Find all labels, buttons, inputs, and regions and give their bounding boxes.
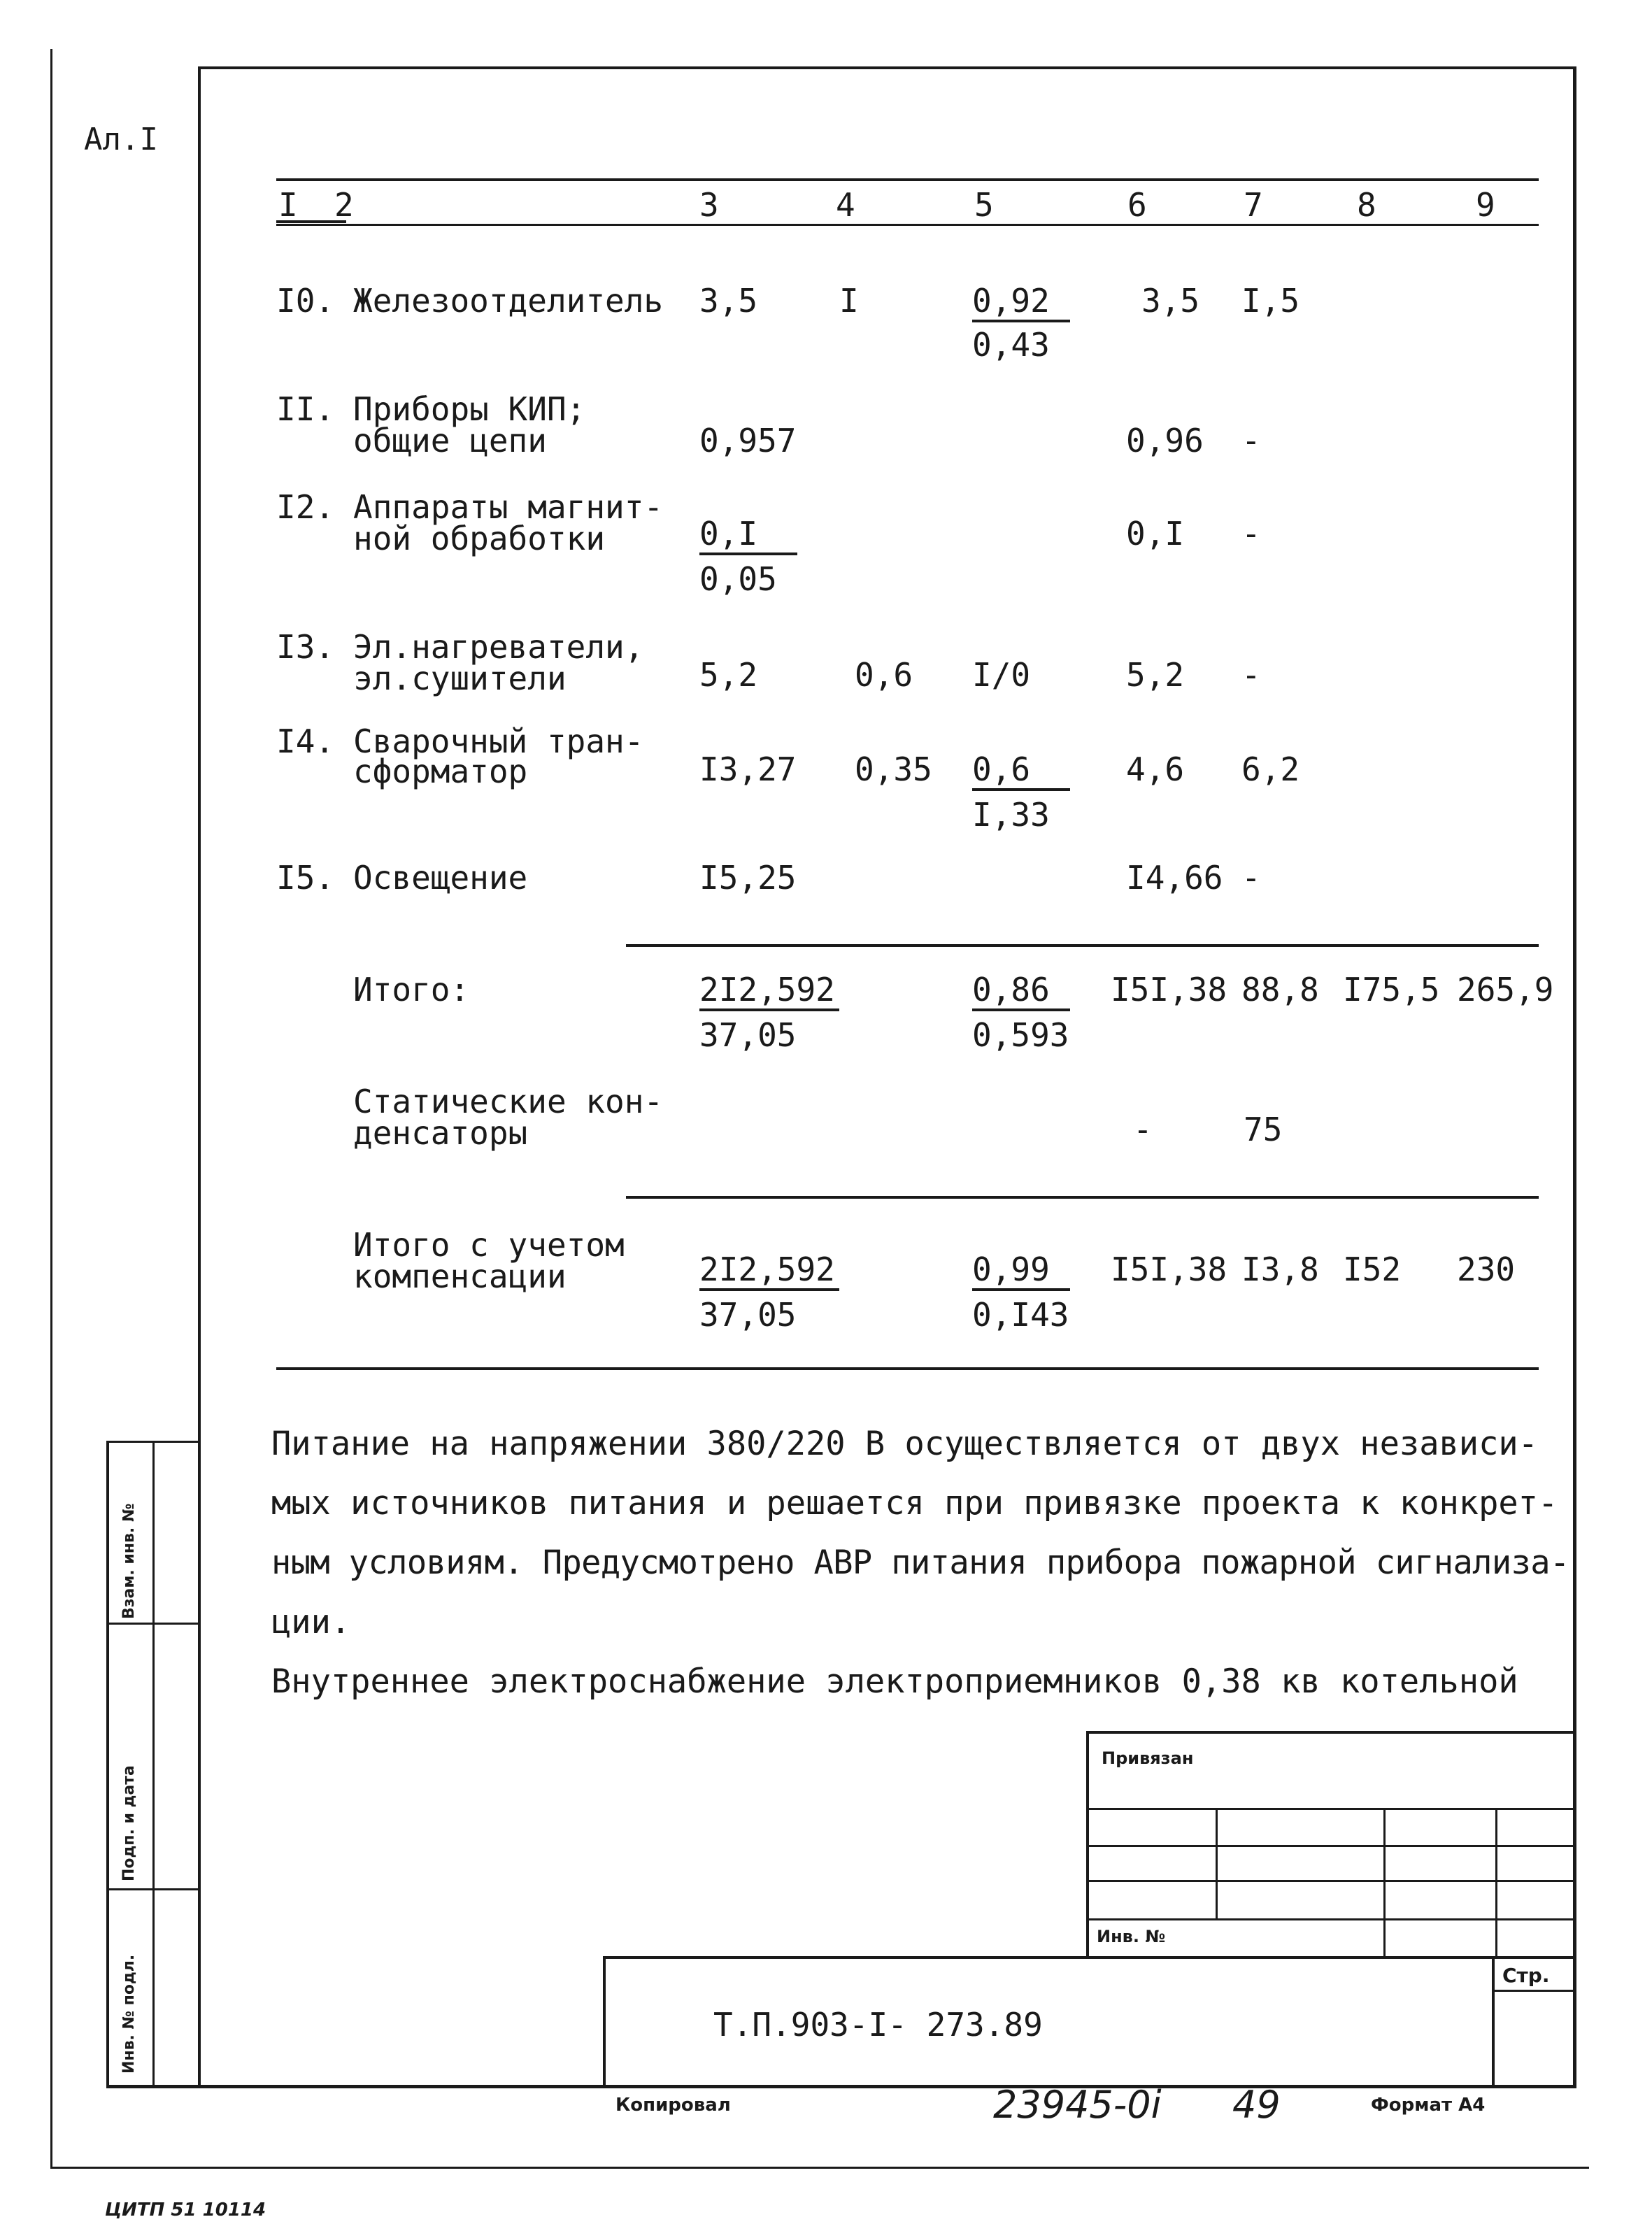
capacitors-col6: - (1133, 1111, 1153, 1148)
header-col-2: 2 (334, 186, 354, 224)
table-header-rule (276, 224, 1539, 226)
side-stamp-div2 (106, 1888, 199, 1890)
header-col-3: 3 (699, 186, 719, 224)
frame-top (198, 66, 1576, 69)
row-10-col5-denominator: 0,43 (972, 326, 1050, 364)
total-comp-col3-denominator: 37,05 (699, 1296, 797, 1334)
row-13-col5: I/0 (972, 656, 1031, 694)
stamp-grid-h1 (1086, 1808, 1576, 1810)
row-11-col6: 0,96 (1126, 422, 1204, 459)
row-14-name-line2: сформатор (353, 753, 528, 790)
header-col-1: I (278, 186, 298, 224)
row-11-name-line2: общие цепи (353, 422, 547, 459)
total-col3-denominator: 37,05 (699, 1016, 797, 1054)
footer-copied: Копировал (615, 2095, 731, 2116)
row-13-col4: 0,6 (855, 656, 913, 694)
row-12-col6: 0,I (1126, 515, 1185, 553)
row-14-col6: 4,6 (1126, 750, 1185, 788)
row-11-col7: - (1241, 422, 1261, 459)
total-rule (626, 944, 1539, 947)
total-col7: 88,8 (1241, 971, 1319, 1008)
stamp-main-left (603, 1956, 606, 2088)
stamp-doc-code: Т.П.903-I- 273.89 (713, 2006, 1043, 2044)
row-10-col7: I,5 (1241, 282, 1300, 320)
row-13-col3: 5,2 (699, 656, 758, 694)
total-col6: I5I,38 (1111, 971, 1227, 1008)
stamp-str-left (1492, 1956, 1495, 2088)
header-col-9: 9 (1476, 186, 1495, 224)
stamp-privyazan-top (1086, 1731, 1576, 1734)
header-col-6: 6 (1127, 186, 1147, 224)
row-14-name-line1: Сварочный тран- (353, 722, 644, 760)
row-12-number: I2. (276, 488, 335, 526)
row-13-name-line2: эл.сушители (353, 660, 567, 697)
side-label-vzam: Взам. инв. № (120, 1503, 138, 1619)
frame-right (1573, 66, 1576, 2088)
row-10-col5-numerator: 0,92 (972, 283, 1070, 322)
header-col-4: 4 (836, 186, 855, 224)
bottom-margin-line (50, 2167, 1589, 2169)
side-stamp-left (106, 1441, 109, 2088)
total-col8: I75,5 (1343, 971, 1440, 1008)
total-comp-col3-numerator: 2I2,592 (699, 1252, 839, 1291)
stamp-str-label: Стр. (1502, 1964, 1550, 1987)
total-comp-label-line2: компенсации (353, 1257, 567, 1295)
stamp-grid-v2 (1383, 1808, 1386, 1958)
row-11-number: II. (276, 390, 335, 428)
paragraph-line-5: Внутреннее электроснабжение электроприемников 0,38 кв котельной (271, 1662, 1518, 1701)
sheet-label: Ал.I (84, 122, 158, 157)
table-bottom-rule (276, 1367, 1539, 1370)
row-13-number: I3. (276, 628, 335, 666)
footer-handwritten-number: 23945-0i (993, 2083, 1162, 2127)
header-col-8: 8 (1357, 186, 1376, 224)
row-12-name-line1: Аппараты магнит- (353, 488, 664, 526)
frame-left (198, 66, 201, 2088)
row-14-col3: I3,27 (699, 750, 797, 788)
left-margin-line (50, 49, 52, 2168)
row-11-col3: 0,957 (699, 422, 797, 459)
row-15-col6: I4,66 (1126, 859, 1223, 897)
total-comp-label-line1: Итого с учетом (353, 1226, 625, 1264)
stamp-grid-v3 (1495, 1808, 1497, 1958)
row-15-col3: I5,25 (699, 859, 797, 897)
frame-bottom (106, 2085, 1576, 2088)
capacitors-label-line2: денсаторы (353, 1114, 528, 1152)
paragraph-line-3: ным условиям. Предусмотрено АВР питания прибора пожарной сигнализа- (271, 1544, 1569, 1582)
header-col-5: 5 (974, 186, 994, 224)
row-14-col5-numerator: 0,6 (972, 752, 1070, 791)
total-comp-rule (626, 1196, 1539, 1199)
side-label-podp: Подп. и дата (120, 1765, 138, 1881)
row-14-col4: 0,35 (855, 750, 932, 788)
stamp-grid-h4 (1086, 1918, 1576, 1920)
total-comp-col6: I5I,38 (1111, 1250, 1227, 1288)
stamp-main-top (603, 1956, 1576, 1959)
stamp-grid-v1 (1216, 1808, 1218, 1920)
total-col5-denominator: 0,593 (972, 1016, 1069, 1054)
stamp-grid-h3 (1086, 1880, 1576, 1882)
row-10-col3: 3,5 (699, 282, 758, 320)
total-comp-col5-numerator: 0,99 (972, 1252, 1070, 1291)
side-stamp-div1 (106, 1623, 199, 1625)
footer-printer-code: ЦИТП 51 10114 (105, 2200, 266, 2221)
row-13-name-line1: Эл.нагреватели, (353, 628, 644, 666)
row-10-number: I0. (276, 282, 335, 320)
row-11-name-line1: Приборы КИП; (353, 390, 586, 428)
total-label: Итого: (353, 971, 470, 1008)
footer-format: Формат A4 (1371, 2095, 1486, 2116)
row-13-col7: - (1241, 656, 1261, 694)
table-top-rule (276, 178, 1539, 181)
stamp-grid-h2 (1086, 1845, 1576, 1847)
paragraph-line-1: Питание на напряжении 380/220 В осуществляется от двух независи- (271, 1425, 1538, 1463)
row-15-col7: - (1241, 859, 1261, 897)
row-12-col7: - (1241, 515, 1261, 553)
capacitors-col7: 75 (1244, 1111, 1283, 1148)
footer-page-number: 49 (1232, 2083, 1281, 2127)
side-stamp-mid (152, 1441, 155, 2088)
total-comp-col9: 230 (1457, 1250, 1516, 1288)
row-10-col4: I (839, 282, 859, 320)
row-12-col3-numerator: 0,I (699, 516, 797, 555)
row-10-col6: 3,5 (1141, 282, 1200, 320)
row-15-name: Освещение (353, 859, 528, 897)
total-col5-numerator: 0,86 (972, 972, 1070, 1011)
capacitors-label-line1: Статические кон- (353, 1083, 664, 1120)
header-col-7: 7 (1244, 186, 1263, 224)
row-14-col5-denominator: I,33 (972, 796, 1050, 834)
total-col9: 265,9 (1457, 971, 1554, 1008)
row-12-col3-denominator: 0,05 (699, 560, 777, 598)
total-comp-col5-denominator: 0,I43 (972, 1296, 1069, 1334)
row-14-number: I4. (276, 722, 335, 760)
total-comp-col7: I3,8 (1241, 1250, 1319, 1288)
stamp-str-div (1492, 1990, 1576, 1992)
stamp-privyazan-label: Привязан (1102, 1748, 1194, 1768)
total-comp-col8: I52 (1343, 1250, 1402, 1288)
total-col3-numerator: 2I2,592 (699, 972, 839, 1011)
side-label-inv-podl: Инв. № подл. (120, 1954, 138, 2074)
paragraph-line-2: мых источников питания и решается при привязке проекта к конкрет- (271, 1484, 1558, 1523)
paragraph-line-4: ции. (271, 1603, 351, 1641)
row-15-number: I5. (276, 859, 335, 897)
side-stamp-top (106, 1441, 199, 1443)
row-14-col7: 6,2 (1241, 750, 1300, 788)
row-12-name-line2: ной обработки (353, 520, 606, 557)
row-10-name: Железоотделитель (353, 282, 664, 320)
row-13-col6: 5,2 (1126, 656, 1185, 694)
stamp-inv-no-label: Инв. № (1097, 1927, 1166, 1946)
